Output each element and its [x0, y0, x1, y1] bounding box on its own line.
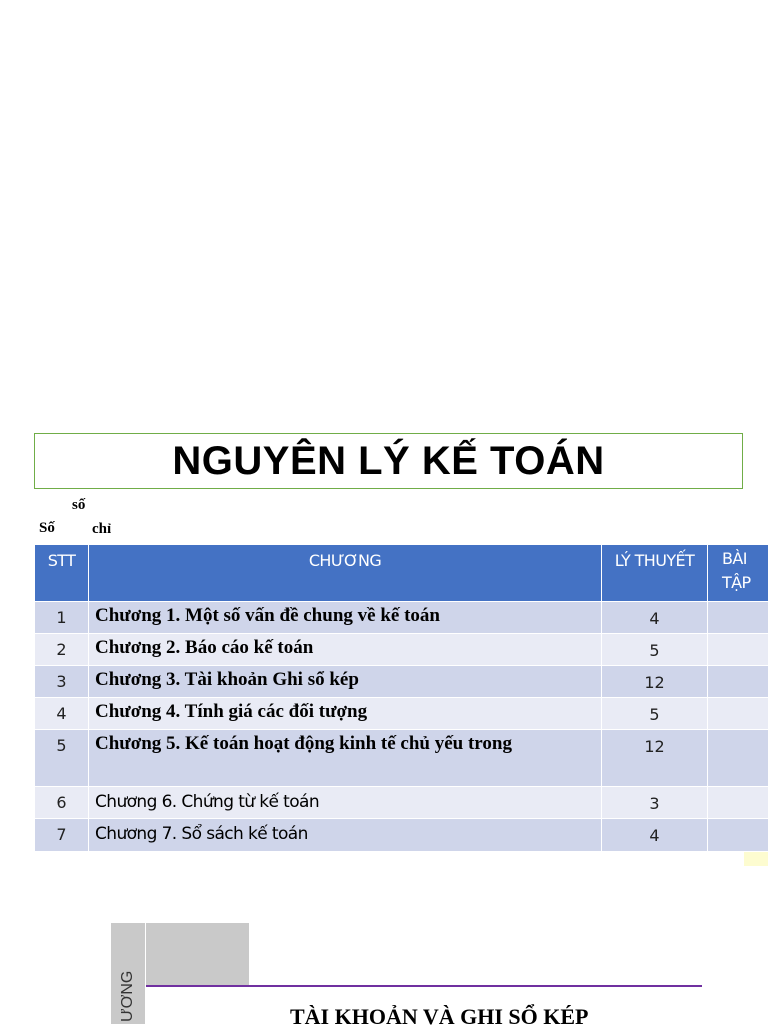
- row-stt: 2: [35, 634, 89, 666]
- row-bai-tap: [708, 666, 768, 698]
- table-row: [35, 602, 768, 634]
- header-bai-tap-line2: TẬP: [722, 573, 751, 592]
- row-chapter: Chương 4. Tính giá các đối tượng: [89, 698, 602, 730]
- table-row: [35, 634, 768, 666]
- note-so-small: số: [72, 497, 85, 514]
- row-chapter: Chương 2. Báo cáo kế toán: [89, 634, 602, 666]
- row-ly-thuyet: 5: [602, 698, 708, 730]
- row-ly-thuyet: 12: [602, 730, 708, 787]
- table-row: [35, 730, 768, 787]
- row-ly-thuyet: 5: [602, 634, 708, 666]
- header-bai-tap: [708, 545, 768, 602]
- gray-block: [146, 923, 249, 985]
- vertical-label: ƯƠNG: [119, 971, 137, 1022]
- header-bai-tap-line1: BÀI: [722, 549, 747, 568]
- row-bai-tap: [708, 698, 768, 730]
- row-ly-thuyet: 4: [602, 819, 708, 852]
- row-stt: 3: [35, 666, 89, 698]
- table-row: [35, 698, 768, 730]
- note-chi: chỉ: [92, 521, 111, 538]
- row-stt: 4: [35, 698, 89, 730]
- chapter-table: [34, 544, 768, 852]
- table-row: [35, 666, 768, 698]
- divider-line: [146, 985, 702, 987]
- table-row: [35, 819, 768, 852]
- row-bai-tap: [708, 634, 768, 666]
- row-chapter: Chương 7. Sổ sách kế toán: [89, 819, 602, 852]
- row-bai-tap: [708, 787, 768, 819]
- row-chapter: Chương 5. Kế toán hoạt động kinh tế chủ yếu trong: [89, 730, 602, 787]
- row-stt: 7: [35, 819, 89, 852]
- row-stt: 6: [35, 787, 89, 819]
- row-ly-thuyet: 12: [602, 666, 708, 698]
- title-box: [34, 433, 743, 489]
- next-slide-heading: TÀI KHOẢN VÀ GHI SỔ KÉP: [290, 1004, 588, 1030]
- row-ly-thuyet: 4: [602, 602, 708, 634]
- row-ly-thuyet: 3: [602, 787, 708, 819]
- page-title: NGUYÊN LÝ KẾ TOÁN: [172, 439, 604, 484]
- table-header-row: [35, 545, 768, 602]
- row-bai-tap: [708, 602, 768, 634]
- header-chuong: CHƯƠNG: [89, 545, 602, 602]
- row-chapter: Chương 6. Chứng từ kế toán: [89, 787, 602, 819]
- row-bai-tap: [708, 730, 768, 787]
- row-chapter: Chương 3. Tài khoản Ghi sổ kép: [89, 666, 602, 698]
- yellow-highlight: [744, 852, 768, 866]
- row-stt: 5: [35, 730, 89, 787]
- row-bai-tap: [708, 819, 768, 852]
- header-stt: STT: [35, 545, 89, 602]
- table-row: [35, 787, 768, 819]
- header-ly-thuyet: LÝ THUYẾT: [602, 545, 708, 602]
- row-stt: 1: [35, 602, 89, 634]
- row-chapter: Chương 1. Một số vấn đề chung về kế toán: [89, 602, 602, 634]
- note-so: Số: [39, 520, 55, 537]
